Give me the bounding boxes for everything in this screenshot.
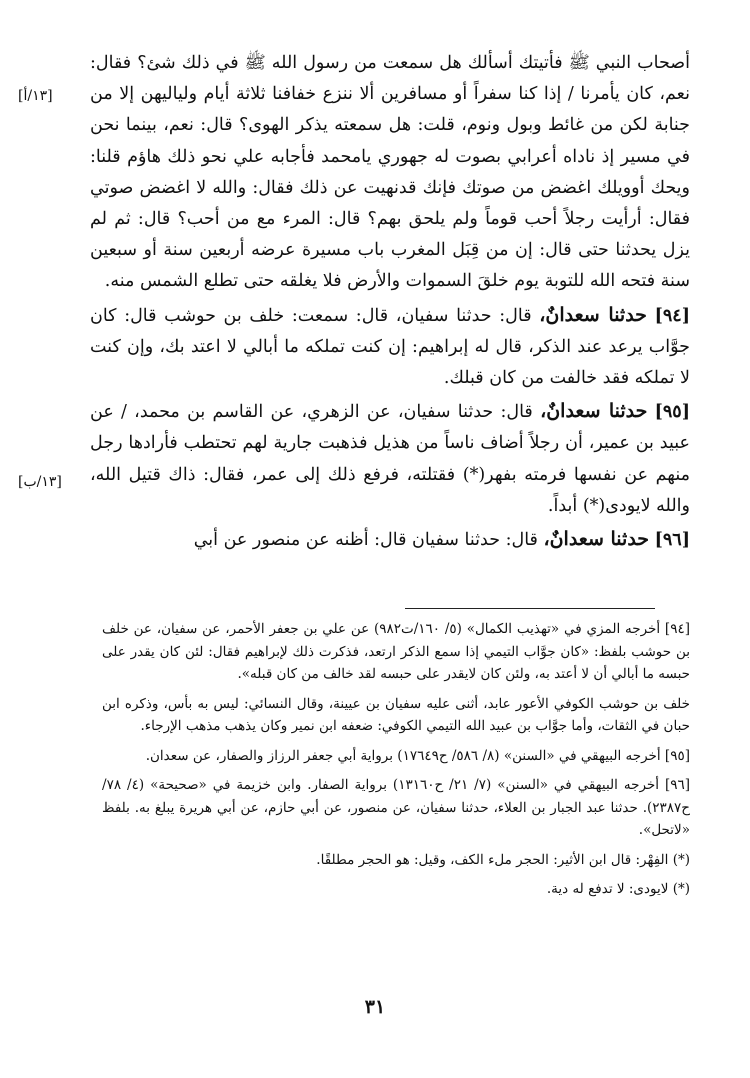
paragraph-text: أصحاب النبي ﷺ فأتيتك أسألك هل سمعت من رسول الله ﷺ في ذلك شئ؟ فقال: نعم، كان يأمرنا / إذا كنا سفراً أو مسافرين ألا ننزع خفافنا ثلاثة أيام ولياليهن إلا من جنابة لكن من غائط وبول ونوم، قلت: هل سمعته يذكر الهوى؟ قال: نعم، بينما نحن في مسير إذ ناداه أعرابي بصوت له جهوري يامحمد فأجابه علي نحو ذلك هاؤم قلنا: ويحك أوويلك اغضض من صوتك فإنك قدنهيت عن ذلك فقال: والله لا اغضض صوتي فقال: أرأيت رجلاً أحب قوماً ولم يلحق بهم؟ قال: المرء مع من أحب؟ قال: ثم لم يزل يحدثنا حتى قال: إن من قِبَل المغرب باب مسيرة عرضه أربعين سنة أو سبعين سنة فتحه الله للتوبة يوم خلقَ السموات والأرض فلا يغلقه حتى تطلع الشمس منه. xyxy=(90,53,690,292)
paragraph-text: قال: حدثنا سفيان قال: أظنه عن منصور عن أبي xyxy=(193,530,544,551)
narrator-heading: حدثنا سعدانٌ، xyxy=(540,400,648,423)
narrator-heading: حدثنا سعدانٌ، xyxy=(539,303,647,326)
main-text xyxy=(90,48,690,556)
margin-marker-13b: [١٣/ب] xyxy=(18,474,62,490)
hadith-number: [٩٤] xyxy=(654,305,690,326)
hadith-95 xyxy=(90,396,690,522)
page-number: ٣١ xyxy=(364,996,386,1018)
footnote-divider xyxy=(405,608,655,609)
hadith-number: [٩٥] xyxy=(654,402,690,423)
hadith-number: [٩٦] xyxy=(654,530,690,551)
margin-marker-13a: [١٣/أ] xyxy=(18,88,53,104)
footnote-96: [٩٦] أخرجه البيهقي في «السنن» (٧/ ٢١/ ح١٣١٦٠) برواية الصفار. وابن خزيمة في «صحيحة» (٤/ ٧٨/ ح٢٣٨٧). حدثنا عبد الجبار بن العلاء، حدثنا سفيان، عن منصور، عن أبي حازم، عن أبي هريرة يبلغ به. بلفظ «لاتحل». xyxy=(102,777,691,838)
paragraph-continuation xyxy=(90,48,690,298)
footnote-94: [٩٤] أخرجه المزي في «تهذيب الكمال» (٥/ ١٦٠/ت٩٨٢) عن علي بن جعفر الأحمر، عن سفيان، عن خلف بن حوشب بلفظ: «كان جوَّاب التيمي إذا سمع الذكر ارتعد، فذكرت ذلك لإبراهيم فقال: لئن كان يقدر على حبسه ما أبالي أن لا أعتد به، ولئن كان لايقدر على حبسه لقد خالف من كان قبله». xyxy=(102,621,690,682)
footnote-gloss-yuda: (*) لايودى: لا تدفع له دية. xyxy=(546,881,690,897)
hadith-96 xyxy=(90,524,690,556)
narrator-heading: حدثنا سعدانٌ، xyxy=(543,528,650,551)
paragraph-text: قال: حدثنا سفيان، عن الزهري، عن القاسم بن محمد، / عن عبيد بن عمير، أن رجلاً أضاف ناساً من هذيل فذهبت جارية لهم تحتطب فأرادها رجل منهم عن نفسها فرمته بفهر(*) فقتلته، فرفع ذلك إلى عمر، فقال: ذاك قتيل الله، والله لايودى(*) أبداً. xyxy=(90,402,690,516)
footnotes xyxy=(102,618,690,908)
hadith-94 xyxy=(90,300,690,395)
paragraph-text: قال: حدثنا سفيان، قال: سمعت: خلف بن حوشب قال: كان جوَّاب يرعد عند الذكر، قال له إبراهيم: إن كنت تملكه ما أبالي لا اعتد بك، وإن كنت لا تملكه فقد خالفت من كان قبلك. xyxy=(90,305,690,389)
footnote-gloss-fihr: (*) الفِهْر: قال ابن الأثير: الحجر ملء الكف، وقيل: هو الحجر مطلقًا. xyxy=(316,851,690,868)
footnote-95: [٩٥] أخرجه البيهقي في «السنن» (٨/ ٥٨٦/ ح١٧٦٤٩) برواية أبي جعفر الرزاز والصفار، عن سعدان. xyxy=(145,747,690,764)
footnote-94-narrators: خلف بن حوشب الكوفي الأعور عابد، أثنى عليه سفيان بن عيينة، وقال النسائي: ليس به بأس، وذكره ابن حبان في الثقات، وأما جوَّاب بن عبيد الله التيمي الكوفي: ضعفه ابن نمير وكان يذهب مذهب الإرجاء. xyxy=(102,695,690,734)
